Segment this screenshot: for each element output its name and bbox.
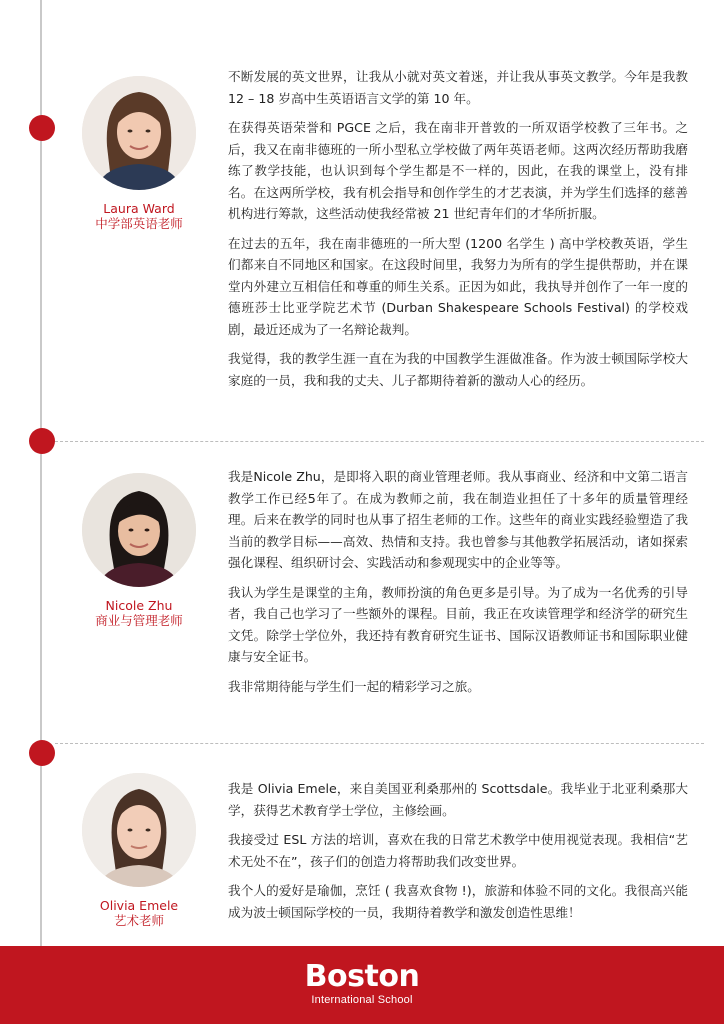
timeline-dot	[29, 740, 55, 766]
footer-bar	[0, 946, 724, 1024]
avatar	[82, 76, 196, 190]
portrait-image	[82, 473, 196, 587]
section-divider	[55, 743, 704, 744]
section-divider	[55, 441, 704, 442]
bio-paragraph: 我觉得，我的教学生涯一直在为我的中国教学生涯做准备。作为波士顿国际学校大家庭的一员，我和我的丈夫、儿子都期待着新的激动人心的经历。	[228, 351, 688, 388]
bio-paragraph: 我是 Olivia Emele，来自美国亚利桑那州的 Scottsdale。我毕业于北亚利桑那大学，获得艺术教育学士学位，主修绘画。	[228, 781, 688, 818]
portrait-image	[82, 76, 196, 190]
bio-paragraph: 在过去的五年，我在南非德班的一所大型 (1200 名学生 ) 高中学校教英语，学生们都来自不同地区和国家。在这段时间里，我努力为所有的学生提供帮助，并在课堂内外建立互相信任和尊重的师生关系。正因为如此，我执导并创作了一年一度的德班莎士比亚学院艺术节 (Durban Shakespeare Schools Festival) 的学校戏剧，最近还成为了一名辩论裁判。	[228, 235, 688, 337]
bio-paragraph: 我认为学生是课堂的主角，教师扮演的角色更多是引导。为了成为一名优秀的引导者，我自己也学习了一些额外的课程。目前，我正在攻读管理学和经济学的研究生文凭。除学士学位外，我还持有教育研究生证书、国际汉语教师证书和国际职业健康与安全证书。	[228, 584, 688, 664]
teacher-role: 艺术老师	[113, 913, 164, 928]
logo-subtitle: International School	[311, 994, 413, 1006]
teacher-bio	[228, 66, 688, 399]
bio-paragraph: 我接受过 ESL 方法的培训，喜欢在我的日常艺术教学中使用视觉表现。我相信“艺术无处不在”，孩子们的创造力将帮助我们改变世界。	[228, 832, 688, 869]
teacher-bio	[228, 778, 688, 931]
bio-paragraph: 我是Nicole Zhu，是即将入职的商业管理老师。我从事商业、经济和中文第二语言教学工作已经5年了。在成为教师之前，我在制造业担任了十多年的质量管理经理。后来在教学的同时也从事了招生老师的工作。这些年的商业实践经验塑造了我当前的教学目标——高效、热情和支持。我也曾参与其他教学拓展活动，诸如探索强化课程、组织研讨会、实践活动和参观现实中的企业等等。	[228, 469, 688, 570]
teacher-bio	[228, 466, 688, 705]
teacher-role: 中学部英语老师	[95, 216, 183, 231]
portrait-image	[82, 773, 196, 887]
bio-paragraph: 我非常期待能与学生们一起的精彩学习之旅。	[228, 678, 480, 694]
teacher-name: Olivia Emele	[99, 898, 179, 913]
school-logo	[0, 960, 724, 1007]
bio-paragraph: 不断发展的英文世界，让我从小就对英文着迷，并让我从事英文教学。今年是我教 12 – 18 岁高中生英语语言文学的第 10 年。	[228, 69, 688, 106]
timeline-line	[40, 0, 42, 946]
bio-paragraph: 在获得英语荣誉和 PGCE 之后，我在南非开普敦的一所双语学校教了三年书。之后，我又在南非德班的一所小型私立学校做了两年英语老师。这两次经历帮助我磨练了教学技能，也认识到每个学生都是不一样的，因此，在我的课堂上，没有排名。在这两所学校，我有机会指导和创作学生的才艺表演，并为学生们选择的慈善机构进行筹款，这些活动使我经常被 21 世纪青年们的才华所折服。	[228, 120, 688, 221]
avatar	[82, 773, 196, 887]
timeline-dot	[29, 115, 55, 141]
timeline-dot	[29, 428, 55, 454]
teacher-role: 商业与管理老师	[95, 613, 183, 628]
teacher-name: Laura Ward	[103, 201, 175, 216]
teacher-name: Nicole Zhu	[105, 598, 173, 613]
logo-wordmark: Boston	[304, 959, 420, 994]
avatar	[82, 473, 196, 587]
bio-paragraph: 我个人的爱好是瑜伽，烹饪 ( 我喜欢食物 !)，旅游和体验不同的文化。我很高兴能成为波士顿国际学校的一员，我期待着教学和激发创造性思维！	[228, 883, 688, 920]
